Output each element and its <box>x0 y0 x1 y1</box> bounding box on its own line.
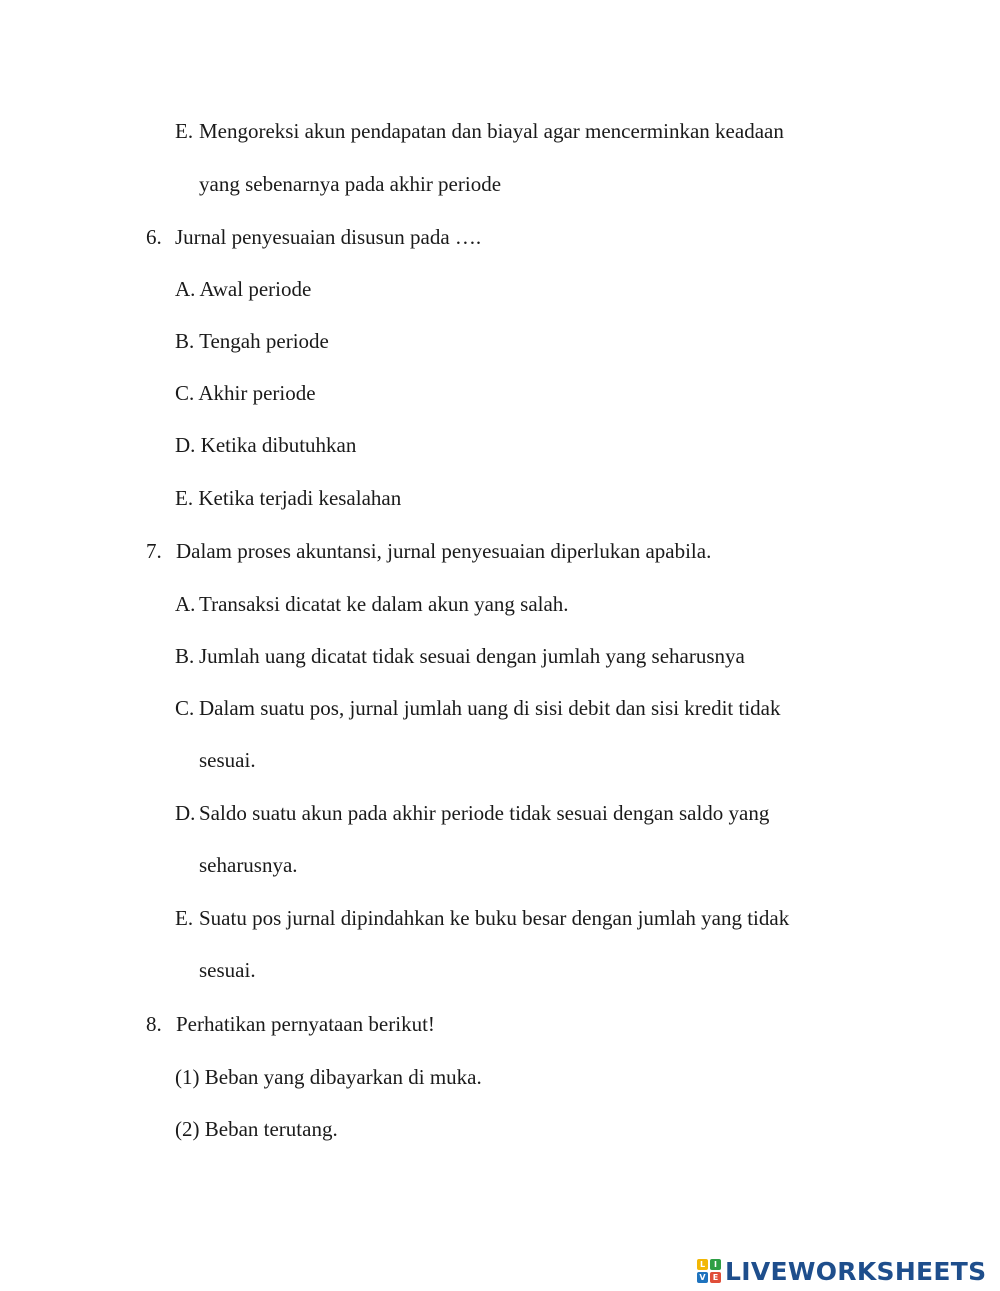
logo-letter-e: E <box>710 1272 721 1283</box>
q6-option-e: E. Ketika terjadi kesalahan <box>175 486 402 510</box>
option-text: Suatu pos jurnal dipindahkan ke buku besar dengan jumlah yang tidak <box>199 906 790 930</box>
option-text: Dalam suatu pos, jurnal jumlah uang di sisi debit dan sisi kredit tidak <box>199 696 781 720</box>
question-text: Jurnal penyesuaian disusun pada …. <box>175 225 482 249</box>
option-label: C. <box>175 696 195 720</box>
question-6 <box>146 225 481 249</box>
logo-letter-l: L <box>697 1259 708 1270</box>
q6-option-c: C. Akhir periode <box>175 381 316 405</box>
q8-statement-1: (1) Beban yang dibayarkan di muka. <box>175 1065 482 1089</box>
option-label: D. <box>175 801 196 825</box>
option-label: E. <box>175 906 194 930</box>
option-text: Saldo suatu akun pada akhir periode tidak sesuai dengan saldo yang <box>199 801 770 825</box>
q6-option-b: B. Tengah periode <box>175 329 329 353</box>
q6-option-d: D. Ketika dibutuhkan <box>175 433 357 457</box>
question-7 <box>146 539 711 563</box>
q5-option-e-continuation: yang sebenarnya pada akhir periode <box>199 172 502 196</box>
liveworksheets-logo <box>697 1256 986 1286</box>
logo-text: LIVEWORKSHEETS <box>725 1256 987 1286</box>
option-text: Jumlah uang dicatat tidak sesuai dengan jumlah yang seharusnya <box>199 644 745 668</box>
q6-option-a: A. Awal periode <box>175 277 312 301</box>
q5-option-e <box>175 119 784 143</box>
q7-option-d <box>175 801 769 825</box>
logo-mark-icon <box>697 1259 721 1283</box>
option-label: E. <box>175 119 194 143</box>
option-label: B. <box>175 644 195 668</box>
q7-option-e-continuation: sesuai. <box>199 958 256 982</box>
option-label: A. <box>175 592 196 616</box>
question-text: Dalam proses akuntansi, jurnal penyesuaian diperlukan apabila. <box>176 539 712 563</box>
question-8 <box>146 1012 435 1036</box>
q7-option-b <box>175 644 745 668</box>
q7-option-a <box>175 592 569 616</box>
logo-letter-i: I <box>710 1259 721 1270</box>
question-number: 8. <box>146 1012 162 1036</box>
q8-statement-2: (2) Beban terutang. <box>175 1117 338 1141</box>
q7-option-e <box>175 906 789 930</box>
question-number: 7. <box>146 539 162 563</box>
q7-option-c-continuation: sesuai. <box>199 748 256 772</box>
question-number: 6. <box>146 225 162 249</box>
q7-option-c <box>175 696 781 720</box>
logo-letter-v: V <box>697 1272 708 1283</box>
question-text: Perhatikan pernyataan berikut! <box>176 1012 435 1036</box>
option-text: Transaksi dicatat ke dalam akun yang salah. <box>199 592 569 616</box>
option-text: Mengoreksi akun pendapatan dan biayal agar mencerminkan keadaan <box>199 119 784 143</box>
q7-option-d-continuation: seharusnya. <box>199 853 298 877</box>
